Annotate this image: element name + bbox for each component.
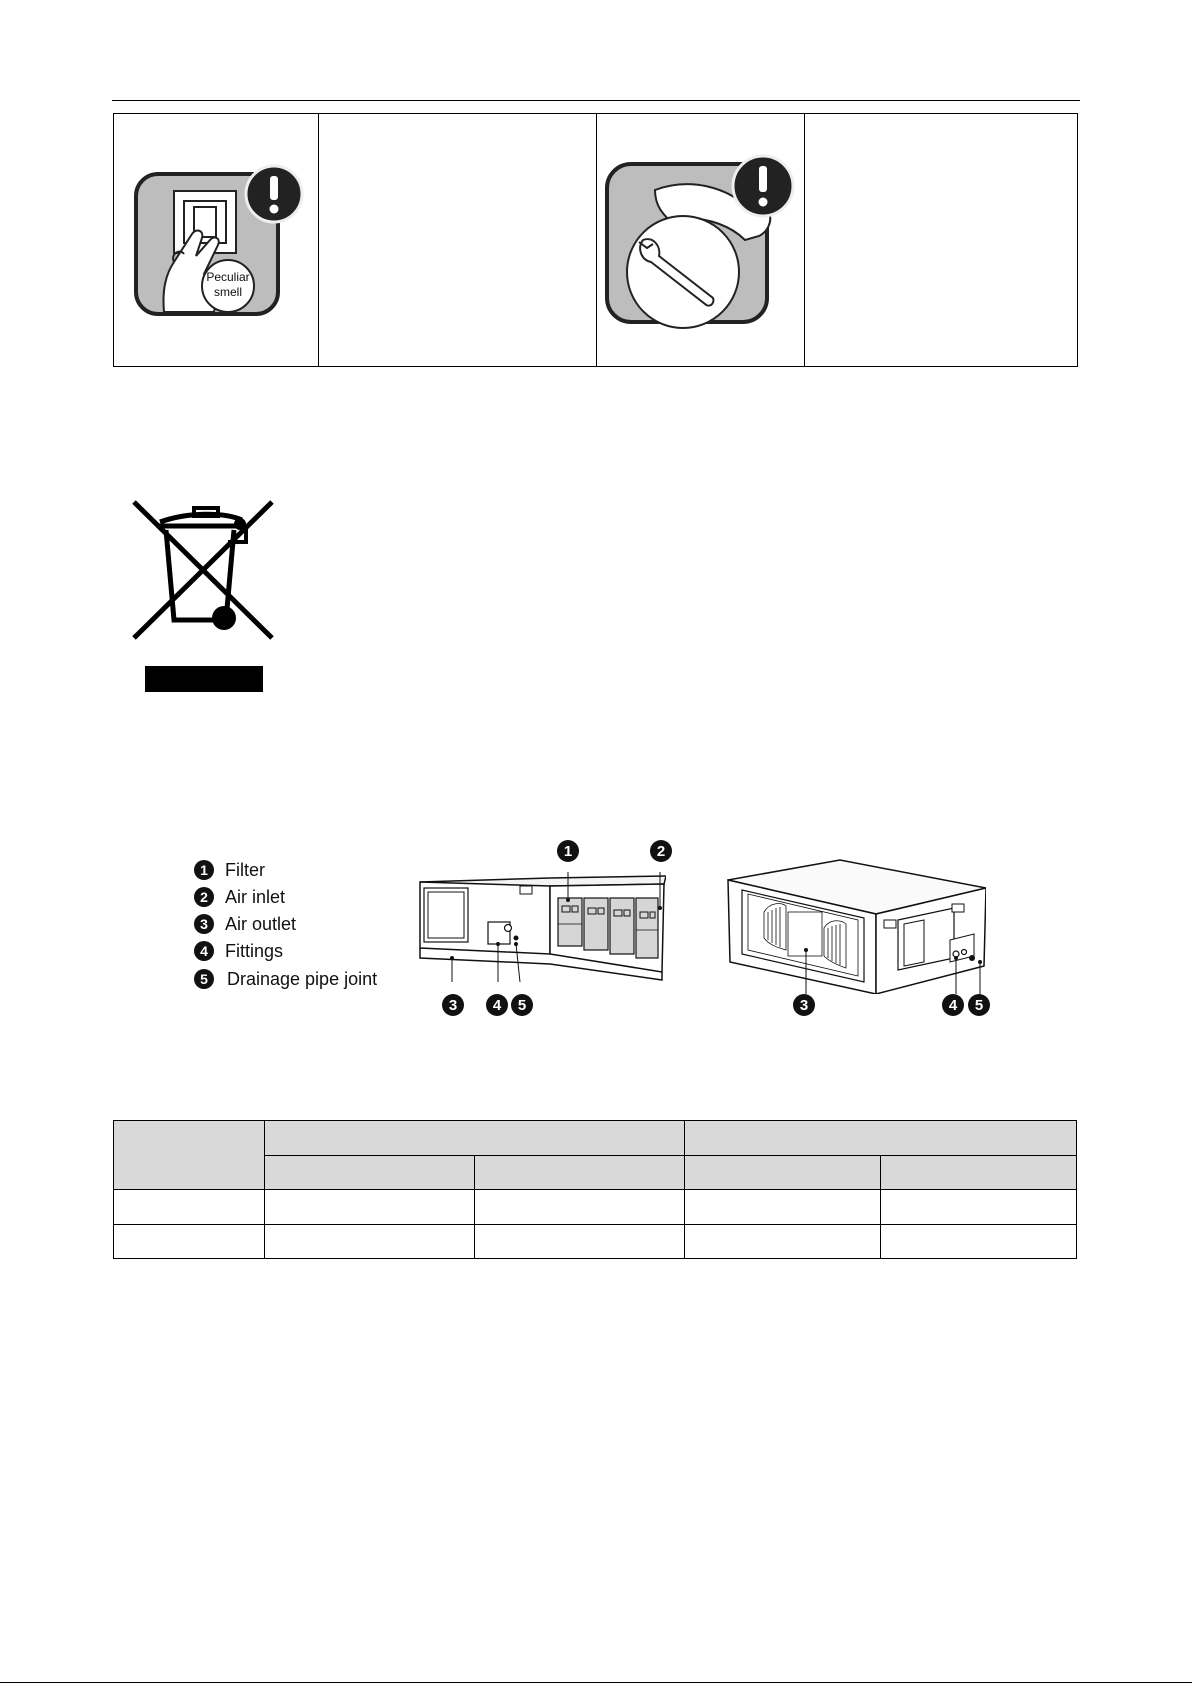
legend-number-badge: 3: [194, 914, 214, 934]
table-cell: [265, 1190, 475, 1225]
legend-number-badge: 4: [194, 941, 214, 961]
legend-item-air-outlet: [194, 912, 296, 936]
duct-unit-outlet-side-illustration: [724, 858, 986, 994]
callout-air-inlet: 2: [650, 840, 672, 862]
table-cell: [114, 1190, 265, 1225]
legend-item-filter: [194, 858, 265, 882]
warning-text-cell-1: [319, 114, 597, 367]
legend-number-badge: 5: [194, 969, 214, 989]
table-row: [114, 1225, 1077, 1259]
table-subheader-cell: [475, 1156, 685, 1190]
warning-icon-cell-service: [597, 114, 805, 367]
table-header-cell: [265, 1121, 685, 1156]
warning-table: [113, 113, 1078, 367]
header-rule: [112, 100, 1080, 101]
legend-label: Drainage pipe joint: [227, 968, 378, 989]
call-service-warning-icon: [597, 114, 804, 366]
table-cell: [881, 1225, 1077, 1259]
table-row: [114, 1190, 1077, 1225]
specification-table: [113, 1120, 1077, 1259]
table-cell: [475, 1190, 685, 1225]
legend-item-drainage-pipe-joint: [194, 967, 377, 991]
duct-unit-inlet-side-illustration: [416, 872, 666, 982]
peculiar-smell-warning-icon: [114, 114, 318, 366]
legend-label: Filter: [225, 859, 265, 880]
callout-air-outlet: 3: [442, 994, 464, 1016]
callout-fittings-right: 4: [942, 994, 964, 1016]
callout-fittings: 4: [486, 994, 508, 1016]
table-cell: [114, 1225, 265, 1259]
peculiar-smell-label-2: smell: [213, 285, 243, 299]
legend-number-badge: 2: [194, 887, 214, 907]
table-cell: [685, 1225, 881, 1259]
footer-rule: [0, 1682, 1192, 1683]
table-header-cell: [114, 1121, 265, 1190]
legend-item-fittings: [194, 939, 283, 963]
legend-label: Air inlet: [225, 886, 286, 907]
callout-air-outlet-right: 3: [793, 994, 815, 1016]
table-cell: [685, 1190, 881, 1225]
table-cell: [475, 1225, 685, 1259]
legend-item-air-inlet: [194, 885, 285, 909]
table-cell: [881, 1190, 1077, 1225]
legend-number-badge: 1: [194, 860, 214, 880]
legend-label: Air outlet: [225, 913, 297, 934]
callout-drainage-pipe-joint-right: 5: [968, 994, 990, 1016]
table-cell: [265, 1225, 475, 1259]
warning-icon-cell-smell: [114, 114, 319, 367]
table-header-cell: [685, 1121, 1077, 1156]
crossed-out-bin-icon: [128, 498, 278, 698]
table-subheader-cell: [685, 1156, 881, 1190]
legend-label: Fittings: [225, 940, 284, 961]
warning-text-cell-2: [805, 114, 1078, 367]
table-subheader-cell: [881, 1156, 1077, 1190]
callout-drainage-pipe-joint: 5: [511, 994, 533, 1016]
callout-filter: 1: [557, 840, 579, 862]
peculiar-smell-label: Peculiar: [206, 270, 250, 284]
table-subheader-cell: [265, 1156, 475, 1190]
